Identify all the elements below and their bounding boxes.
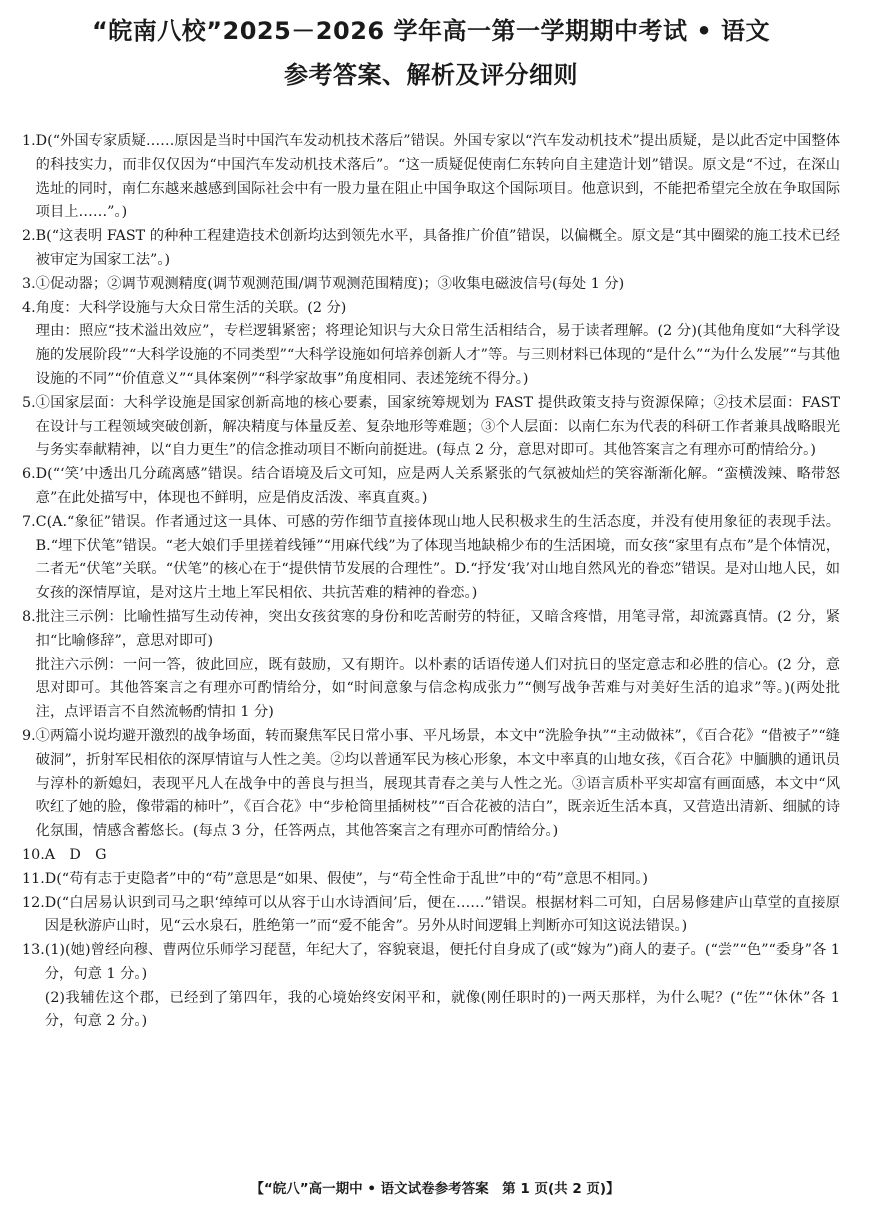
- answer-body: [36, 606, 840, 725]
- answer-body: [36, 392, 840, 463]
- answer-item-5: [22, 392, 840, 463]
- answer-text: ①两篇小说均避开激烈的战争场面，转而聚焦军民日常小事、平凡场景，本文中“洗脸争执”“主动做袜”，《百合花》“借被子”“缝破洞”，折射军民相依的深厚情谊与人性之美。②均以普通军民为核心形象，本文中率真的山地女孩，《百合花》中腼腆的通讯员与淳朴的新媳妇，表现平凡人在战争中的善良与担当，展现其青春之美与人性之光。③语言质朴平实却富有画面感，本文中“风吹红了她的脸，像带霜的柿叶”，《百合花》中“步枪筒里插树枝”“百合花被的洁白”，既亲近生活本真，又营造出清新、细腻的诗化氛围，情感含蓄悠长。(每点 3 分，任答两点，其他答案言之有理亦可酌情给分。): [35, 727, 840, 840]
- answer-text: (1)(她)曾经向穆、曹两位乐师学习琵琶，年纪大了，容貌衰退，便托付自身成了(或“嫁为”)商人的妻子。(“尝”“色”“委身”各 1 分，句意 1 分。): [44, 942, 840, 982]
- answer-item-9: [22, 725, 840, 844]
- answer-number: 5.: [22, 394, 36, 411]
- answer-body: [36, 273, 840, 297]
- answer-text: 角度：大科学设施与大众日常生活的关联。(2 分): [35, 299, 347, 316]
- answer-text: 批注三示例：比喻性描写生动传神，突出女孩贫寒的身份和吃苦耐劳的特征，又暗含疼惜，用笔寻常，却流露真情。(2 分，紧扣“比喻修辞”，意思对即可): [35, 608, 840, 649]
- answer-item-2: [22, 225, 840, 273]
- answer-text: D(“外国专家质疑……原因是当时中国汽车发动机技术落后”错误。外国专家以“汽车发动机技术”提出质疑，是以此否定中国整体的科技实力，而非仅仅因为“中国汽车发动机技术落后”。“这一质疑促使南仁东转向自主建造计划”错误。原文是“不过，在深山选址的同时，南仁东越来越感到国际社会中有一股力量在阻止中国争取这个国际项目。他意识到，不能把希望完全放在争取国际项目上……”。): [35, 133, 840, 221]
- document-subtitle: 参考答案、解析及评分细则: [284, 61, 578, 89]
- answer-item-12: [22, 892, 840, 940]
- answer-item-7: [22, 511, 840, 606]
- answer-number: 9.: [22, 727, 36, 744]
- answer-body: [45, 892, 840, 940]
- answer-text: A D G: [44, 846, 107, 863]
- answer-number: 11.: [22, 870, 45, 887]
- answer-body: [36, 130, 840, 225]
- answer-item-1: [22, 130, 840, 225]
- answer-item-3: [22, 273, 840, 297]
- page-footer: 【“皖八”高一期中 • 语文试卷参考答案 第 1 页(共 2 页)】: [250, 1181, 620, 1197]
- answer-text: ①促动器；②调节观测精度(调节观测范围/调节观测范围精度)；③收集电磁波信号(每处 1 分): [35, 275, 625, 292]
- answer-item-8: [22, 606, 840, 725]
- answer-text: 理由：照应“技术溢出效应”，专栏逻辑紧密；将理论知识与大众日常生活相结合，易于读者理解。(2 分)(其他角度如“大科学设施的发展阶段”“大科学设施的不同类型”“大科学设施如何培养创新人才”等。与三则材料已体现的“是什么”“为什么发展”“与其他设施的不同”“价值意义”“具体案例”“科学家故事”角度相同、表述笼统不得分。): [35, 323, 840, 387]
- answer-item-6: [22, 463, 840, 511]
- answer-item-13: [22, 939, 840, 1034]
- answer-body: [36, 725, 840, 844]
- answer-text: ①国家层面：大科学设施是国家创新高地的核心要素，国家统筹规划为 FAST 提供政策支持与资源保障；②技术层面：FAST 在设计与工程领域突破创新，解决精度与体量反差、复杂地形等难题；③个人层面：以南仁东为代表的科研工作者兼具战略眼光与务实奉献精神，以“自力更生”的信念推动项目不断向前挺进。(每点 2 分，意思对即可。其他答案言之有理亦可酌情给分。): [35, 394, 840, 459]
- answer-text: D(“白居易认识到司马之职‘绰绰可以从容于山水诗酒间’后，便在……”错误。根据材料二可知，白居易修建庐山草堂的直接原因是秋游庐山时，见“云水泉石，胜绝第一”而“爱不能舍”。另外从时间逻辑上判断亦可知这说法错误。): [44, 894, 840, 935]
- answer-text: D(“苟有志于吏隐者”中的“苟”意思是“如果、假使”，与“苟全性命于乱世”中的“苟”意思不相同。): [44, 870, 648, 887]
- answer-number: 6.: [22, 466, 36, 483]
- answer-body: [36, 297, 840, 392]
- answer-number: 13.: [22, 942, 45, 959]
- answer-text: (2)我辅佐这个郡，已经到了第四年，我的心境始终安闲平和，就像(刚任职时的)一两天那样，为什么呢？(“佐”“休休”各 1 分，句意 2 分。): [44, 989, 840, 1030]
- answer-number: 12.: [22, 894, 45, 911]
- answer-list: [22, 130, 840, 1034]
- answer-body: [45, 844, 840, 868]
- answer-body: [45, 939, 840, 1034]
- answer-item-10: [22, 844, 840, 868]
- answer-number: 8.: [22, 608, 36, 625]
- answer-text: D(“‘笑’中透出几分疏离感”错误。结合语境及后文可知，应是两人关系紧张的气氛被灿烂的笑容渐渐化解。“蛮横泼辣、略带怒意”在此处描写中，体现也不鲜明，应是俏皮活泼、率真直爽。): [35, 466, 840, 506]
- answer-number: 2.: [22, 228, 36, 245]
- answer-number: 1.: [22, 133, 36, 149]
- answer-body: [45, 868, 840, 892]
- answer-number: 4.: [22, 299, 36, 316]
- answer-text: B(“这表明 FAST 的种种工程建造技术创新均达到领先水平，具备推广价值”错误，以偏概全。原文是“其中圈梁的施工技术已经被审定为国家工法”。): [35, 228, 840, 268]
- answer-number: 10.: [22, 846, 45, 863]
- answer-text: 批注六示例：一问一答，彼此回应，既有鼓励，又有期许。以朴素的话语传递人们对抗日的坚定意志和必胜的信心。(2 分，意思对即可。其他答案言之有理亦可酌情给分，如“时间意象与信念构成张力”“侧写战争苦难与对美好生活的追求”等。)(两处批注，点评语言不自然流畅酌情扣 1 分): [35, 656, 840, 721]
- answer-number: 3.: [22, 275, 36, 292]
- answer-number: 7.: [22, 513, 36, 530]
- answer-item-11: [22, 868, 840, 892]
- answer-item-4: [22, 297, 840, 392]
- document-title: “皖南八校”2025－2026 学年高一第一学期期中考试 • 语文: [91, 17, 771, 45]
- answer-body: [36, 511, 840, 606]
- answer-text: C(A.“象征”错误。作者通过这一具体、可感的劳作细节直接体现山地人民积极求生的生活态度，并没有使用象征的表现手法。B.“埋下伏笔”错误。“老大娘们手里搓着线锤”“用麻代线”为了体现当地缺棉少布的生活困境，而女孩“家里有点布”是个体情况，二者无“伏笔”关联。“伏笔”的核心在于“提供情节发展的合理性”。D.“抒发‘我’对山地自然风光的眷恋”错误。是对山地人民，如女孩的深情厚谊，是对这片土地上军民相依、共抗苦难的精神的眷恋。): [35, 513, 840, 602]
- answer-body: [36, 225, 840, 273]
- answer-body: [36, 463, 840, 511]
